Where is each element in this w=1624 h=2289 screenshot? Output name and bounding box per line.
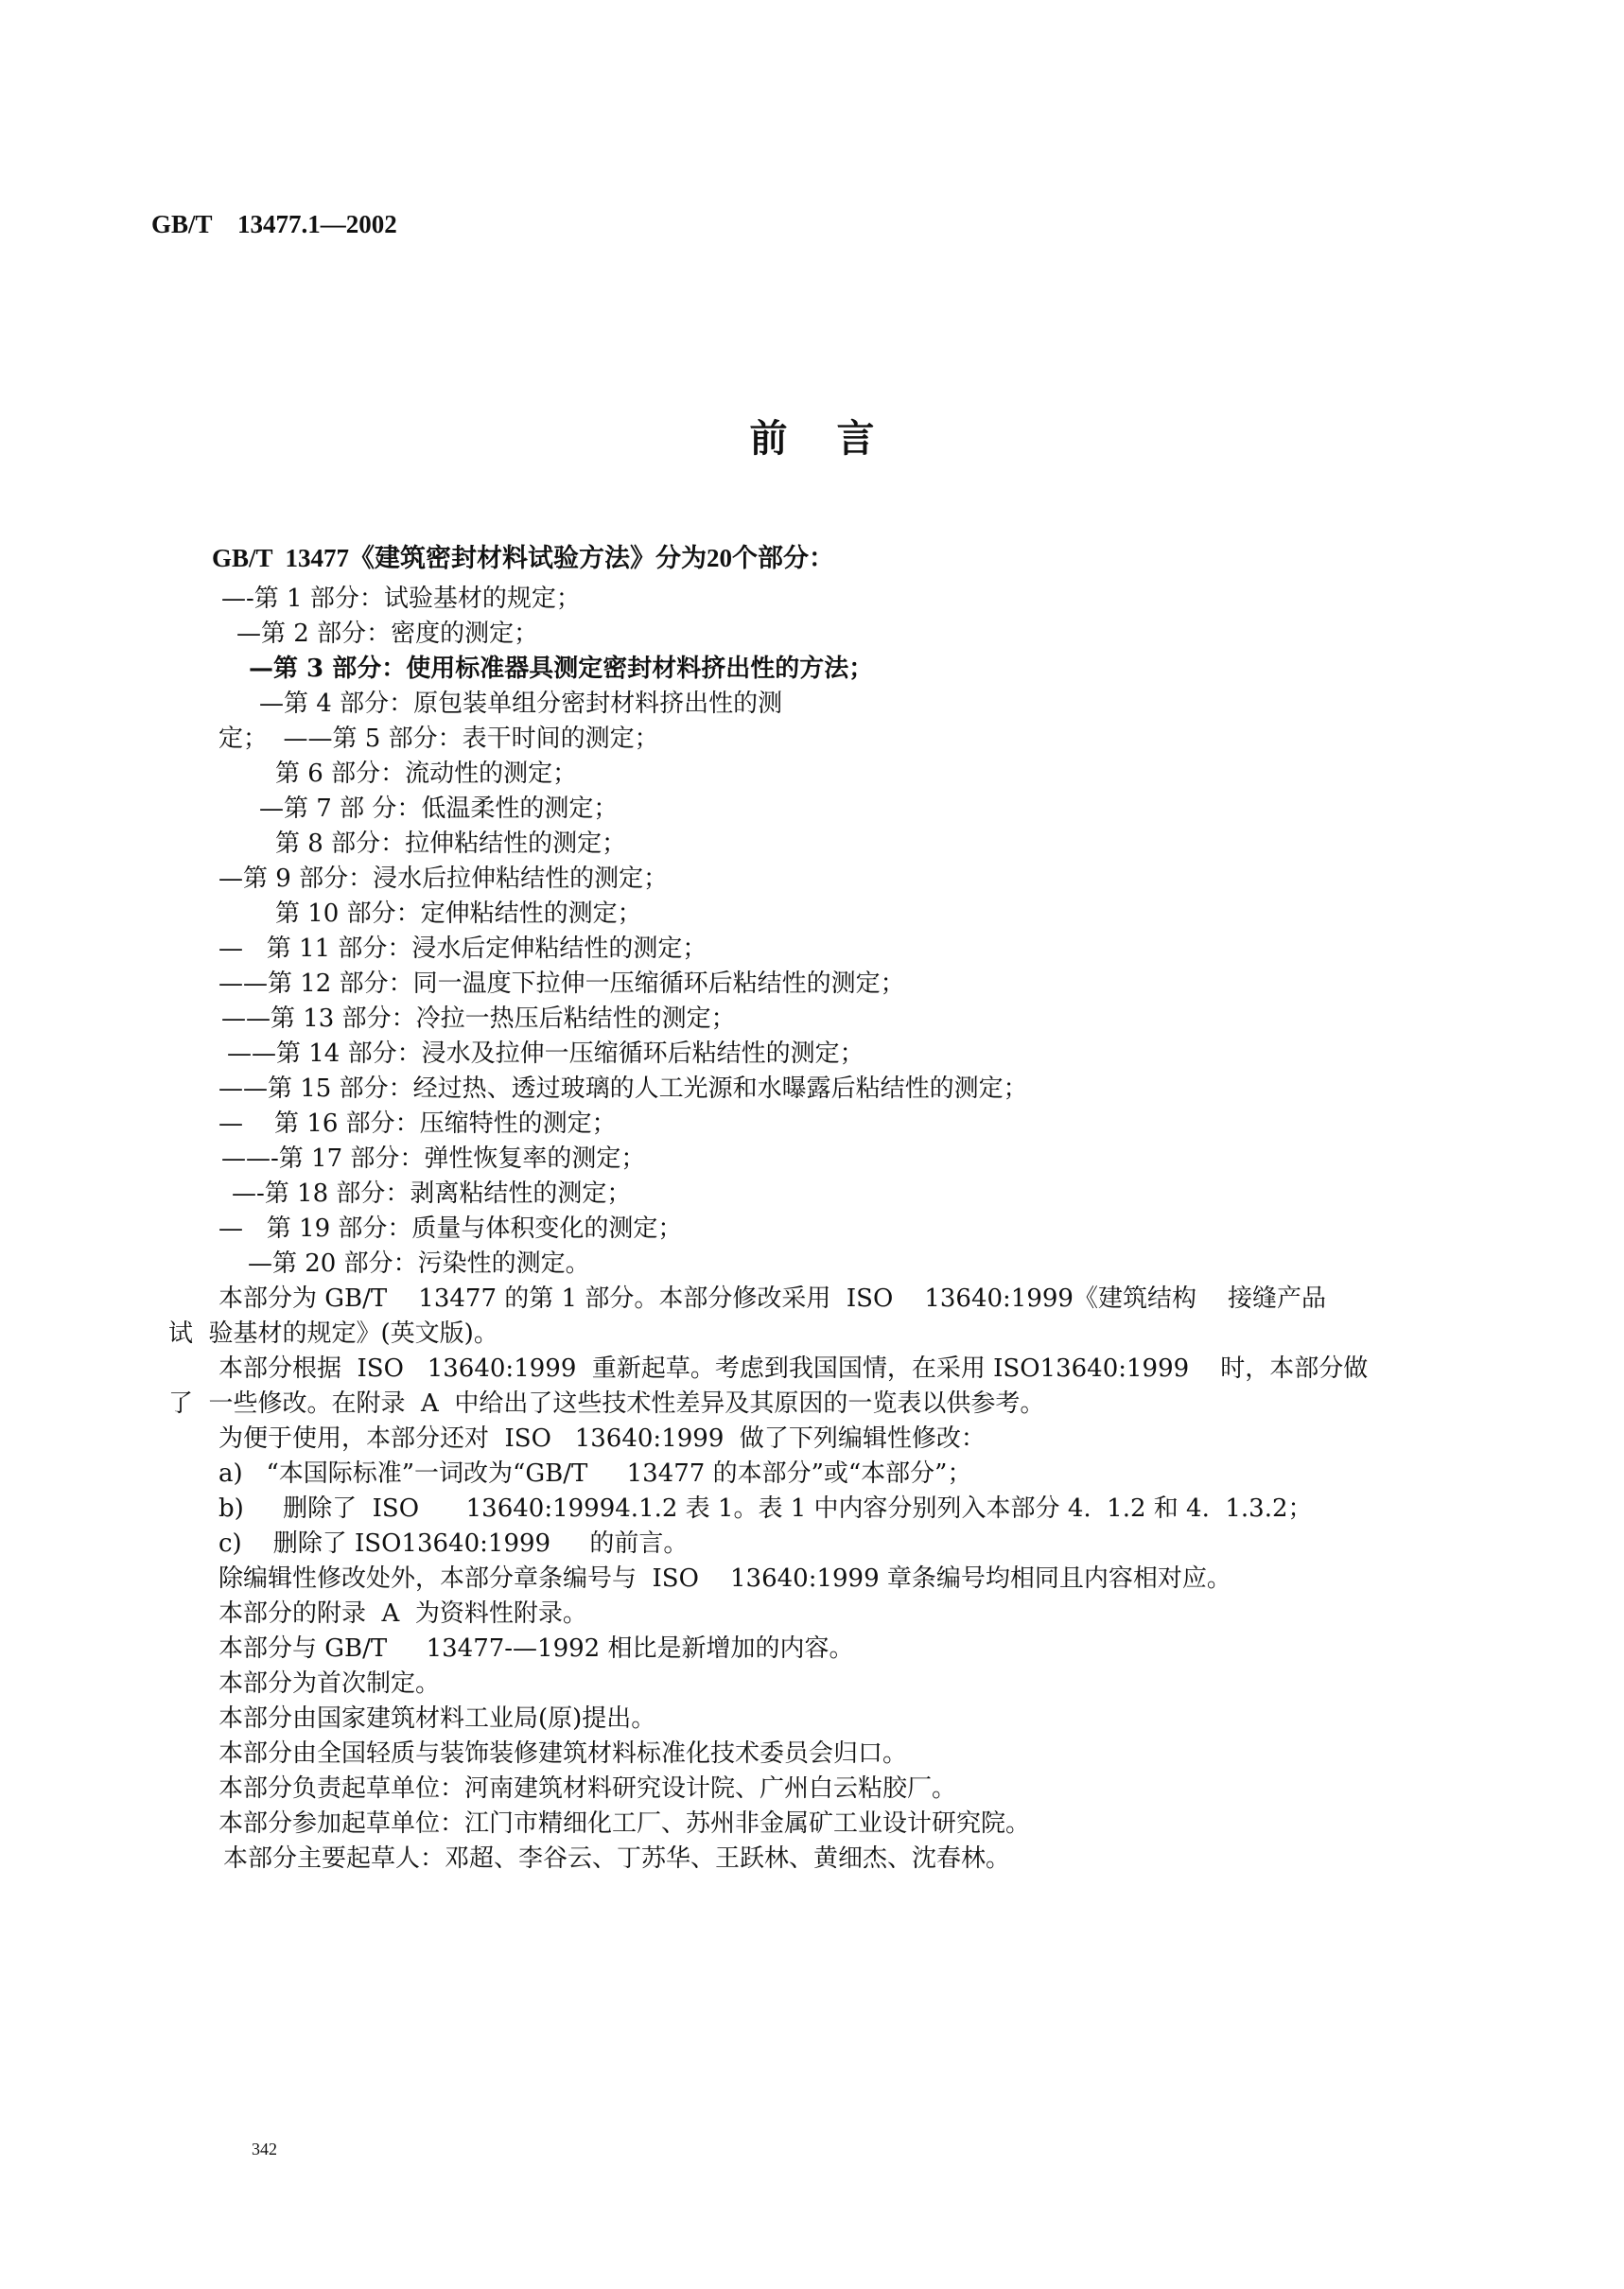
paragraph-4: 除编辑性修改处外，本部分章条编号与 ISO 13640:1999 章条编号均相同且内容相对应。 <box>218 1564 1231 1593</box>
part-item-20: —第 20 部分：污染性的测定。 <box>248 1249 590 1278</box>
part-item-13: ——第 13 部分：冷拉一热压后粘结性的测定； <box>221 1005 736 1033</box>
part-item-7: —第 7 部 分：低温柔性的测定； <box>259 795 619 823</box>
paragraph-6: 本部分与 GB/T 13477-—1992 相比是新增加的内容。 <box>218 1634 854 1663</box>
paragraph-1-line-2: 试 验基材的规定》(英文版)。 <box>168 1319 498 1348</box>
page-title: 前言 <box>749 417 924 461</box>
page-number: 342 <box>252 2140 277 2158</box>
part-item-9: —第 9 部分：浸水后拉伸粘结性的测定； <box>218 865 669 893</box>
part-item-1: —-第 1 部分：试验基材的规定； <box>221 585 581 613</box>
paragraph-8: 本部分由国家建筑材料工业局(原)提出。 <box>218 1704 656 1733</box>
part-item-8: 第 8 部分：拉伸粘结性的测定； <box>275 830 627 858</box>
intro-line: GB/T 13477《建筑密封材料试验方法》分为20个部分： <box>212 544 835 572</box>
part-item-5: 定； ——第 5 部分：表干时间的测定； <box>218 725 659 753</box>
part-item-17: ——-第 17 部分：弹性恢复率的测定； <box>221 1144 646 1173</box>
part-item-11: — 第 11 部分：浸水后定伸粘结性的测定； <box>218 935 707 963</box>
paragraph-1-line-1: 本部分为 GB/T 13477 的第 1 部分。本部分修改采用 ISO 13640:1999《建筑结构 接缝产品 <box>218 1284 1327 1313</box>
paragraph-11: 本部分参加起草单位：江门市精细化工厂、苏州非金属矿工业设计研究院。 <box>218 1809 1031 1838</box>
part-item-6: 第 6 部分：流动性的测定； <box>275 760 578 788</box>
part-item-4: —第 4 部分：原包装单组分密封材料挤出性的测 <box>259 690 783 718</box>
paragraph-2-line-1: 本部分根据 ISO 13640:1999 重新起草。考虑到我国国情，在采用 ISO13640:1999 时，本部分做 <box>218 1354 1369 1383</box>
paragraph-7: 本部分为首次制定。 <box>218 1669 441 1698</box>
part-item-14: ——第 14 部分：浸水及拉伸一压缩循环后粘结性的测定； <box>227 1040 864 1068</box>
standard-number: GB/T 13477.1—2002 <box>151 210 397 238</box>
edit-item-c: c) 删除了 ISO13640:1999 的前言。 <box>218 1529 689 1558</box>
edit-item-a: a) “本国际标准”一词改为“GB/T 13477 的本部分”或“本部分”； <box>218 1459 972 1488</box>
paragraph-2-line-2: 了 一些修改。在附录 A 中给出了这些技术性差异及其原因的一览表以供参考。 <box>168 1389 1045 1418</box>
part-item-2: —第 2 部分：密度的测定； <box>236 620 539 648</box>
edit-item-b: b) 删除了 ISO 13640:19994.1.2 表 1。表 1 中内容分别列入本部分 4. 1.2 和 4. 1.3.2； <box>218 1494 1313 1523</box>
part-item-19: — 第 19 部分：质量与体积变化的测定； <box>218 1214 683 1243</box>
part-item-15: ——第 15 部分：经过热、透过玻璃的人工光源和水曝露后粘结性的测定； <box>218 1075 1028 1103</box>
part-item-12: ——第 12 部分：同一温度下拉伸一压缩循环后粘结性的测定； <box>218 970 905 998</box>
paragraph-5: 本部分的附录 A 为资料性附录。 <box>218 1599 587 1628</box>
part-item-10: 第 10 部分：定伸粘结性的测定； <box>275 900 642 928</box>
paragraph-10: 本部分负责起草单位：河南建筑材料研究设计院、广州白云粘胶厂。 <box>218 1774 957 1803</box>
part-item-3: —第 3 部分：使用标准器具测定密封材料挤出性的方法； <box>249 655 874 683</box>
paragraph-3: 为便于使用，本部分还对 ISO 13640:1999 做了下列编辑性修改： <box>218 1424 986 1453</box>
part-item-18: —-第 18 部分：剥离粘结性的测定； <box>232 1179 632 1208</box>
paragraph-9: 本部分由全国轻质与装饰装修建筑材料标准化技术委员会归口。 <box>218 1739 908 1768</box>
paragraph-12: 本部分主要起草人：邓超、李谷云、丁苏华、王跃林、黄细杰、沈春林。 <box>223 1844 1011 1873</box>
part-item-16: — 第 16 部分：压缩特性的测定； <box>218 1110 617 1138</box>
